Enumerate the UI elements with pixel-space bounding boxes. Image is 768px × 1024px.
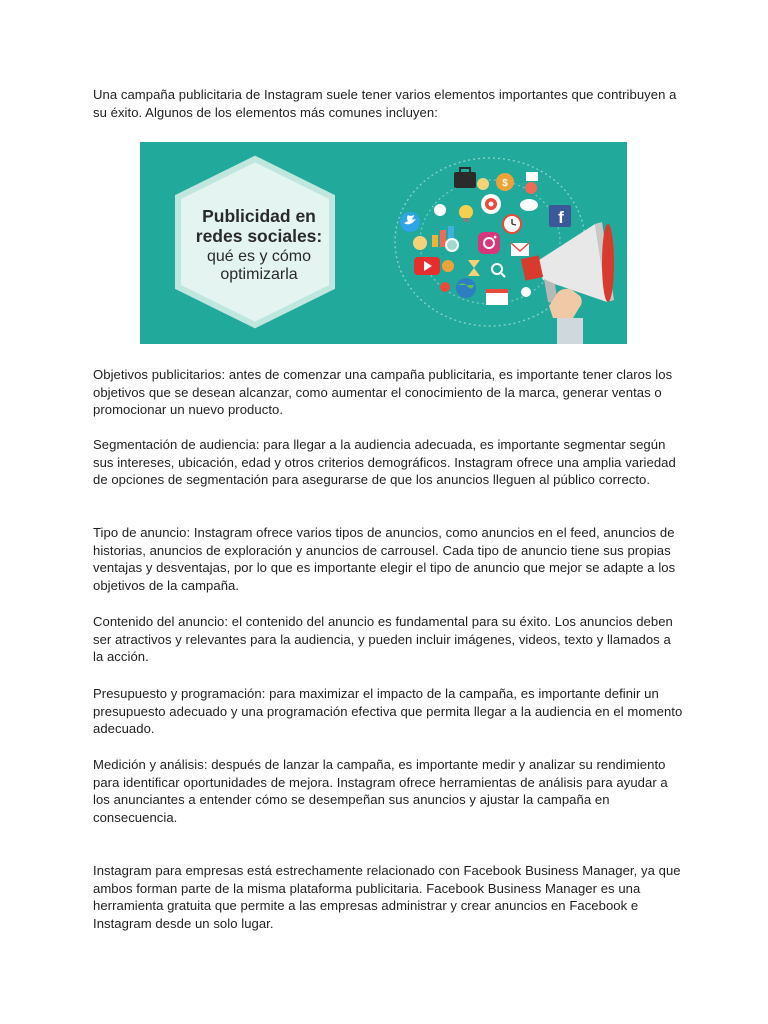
youtube-icon — [414, 257, 440, 275]
paragraph-tipo-anuncio: Tipo de anuncio: Instagram ofrece varios tipos de anuncios, como anuncios en el feed, anuncios de historias, anuncios de exploración y anuncios de carrousel. Cada tipo de anuncio tiene sus propias ventajas y desventajas, por lo que es importante elegir el tipo de anuncio que mejor se adapte a los objetivos de la campaña. — [93, 525, 676, 593]
instagram-icon — [478, 232, 500, 254]
facebook-icon — [549, 205, 571, 227]
globe-icon — [456, 278, 476, 298]
paragraph-contenido: Contenido del anuncio: el contenido del anuncio es fundamental para su éxito. Los anuncios deben ser atractivos y relevantes para la audiencia, y pueden incluir imágenes, videos, texto y llamados a la acción. — [93, 614, 673, 665]
svg-text:$: $ — [502, 178, 508, 189]
svg-text:f: f — [558, 208, 564, 227]
intro-paragraph: Una campaña publicitaria de Instagram suele tener varios elementos importantes que contribuyen a su éxito. Algunos de los elementos más comunes incluyen: — [93, 87, 677, 120]
paragraph-presupuesto: Presupuesto y programación: para maximizar el impacto de la campaña, es importante definir un presupuesto adecuado y una programación efectiva que permita llegar a la audiencia en el momento adecuado. — [93, 686, 683, 737]
banner-subtitle-line2: optimizarla — [220, 266, 298, 283]
paragraph-segmentacion: Segmentación de audiencia: para llegar a la audiencia adecuada, es importante segmentar según sus intereses, ubicación, edad y otros criterios demográficos. Instagram ofrece una amplia variedad de opciones de segmentación para asegurarse de que los anuncios lleguen al público correcto. — [93, 437, 676, 488]
paragraph-medicion: Medición y análisis: después de lanzar la campaña, es importante medir y analizar su rendimiento para identificar oportunidades de mejora. Instagram ofrece herramientas de análisis para ayudar a los anunciantes a entender cómo se desempeñan sus anuncios y ajustar la campaña en consecuencia. — [93, 757, 668, 825]
banner-image — [140, 142, 627, 344]
calendar-icon — [486, 289, 508, 305]
clock-icon — [503, 215, 521, 233]
paragraph-objetivos: Objetivos publicitarios: antes de comenzar una campaña publicitaria, es importante tener claros los objetivos que se desean alcanzar, como aumentar el conocimiento de la marca, generar ventas o promocionar un nuevo producto. — [93, 367, 673, 418]
twitter-icon — [400, 212, 420, 232]
banner-title-line2: redes sociales: — [195, 226, 323, 246]
gear-icon — [446, 239, 458, 251]
banner-subtitle-line1: qué es y cómo — [206, 248, 312, 265]
paragraph-facebook-business: Instagram para empresas está estrechamente relacionado con Facebook Business Manager, ya que ambos forman parte de la misma plataforma publicitaria. Facebook Business Manager es una herramienta gratuita que permite a las empresas administrar y crear anuncios en Facebook e Instagram desde un solo lugar. — [93, 863, 681, 931]
cloud-icon — [520, 199, 538, 211]
money-bag-icon — [496, 173, 514, 191]
target-icon — [481, 194, 501, 214]
banner-title-line1: Publicidad en — [202, 206, 316, 226]
email-icon — [511, 243, 529, 256]
banner-illustration — [140, 142, 627, 344]
